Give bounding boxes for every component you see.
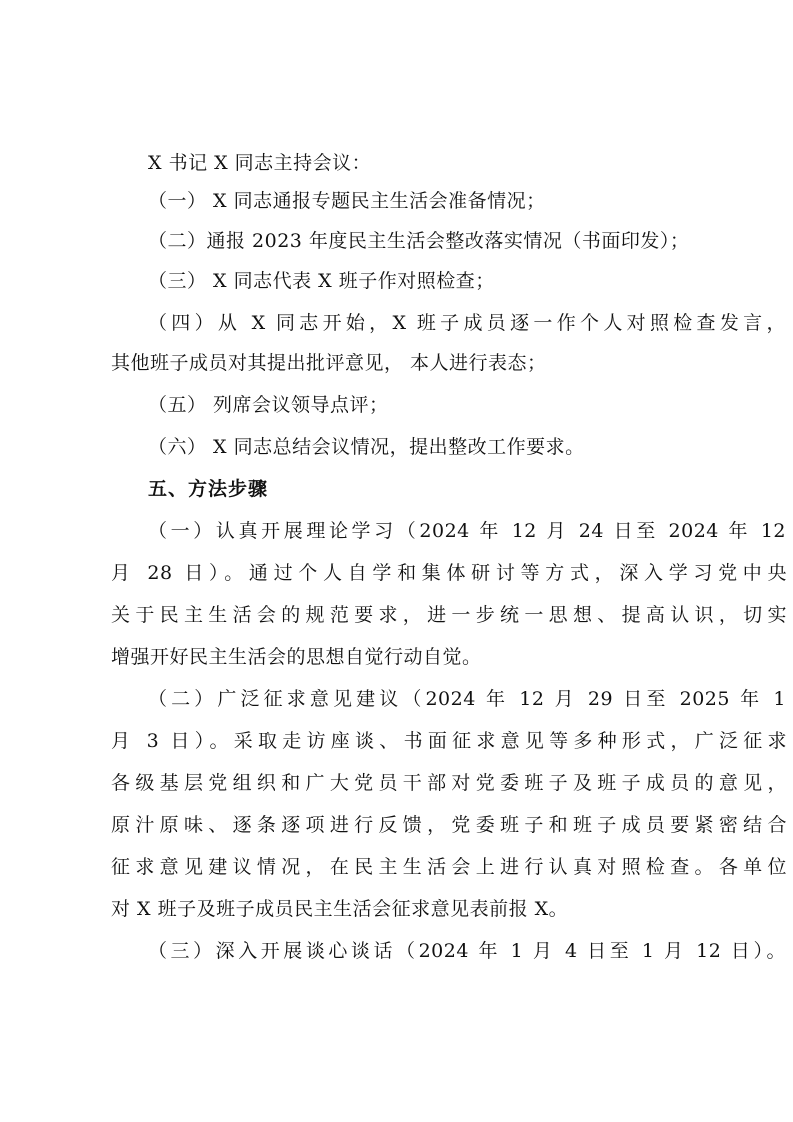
agenda-item-2: （二）通报 2023 年度民主生活会整改落实情况（书面印发）； bbox=[148, 230, 690, 252]
step-2-line-2: 月 3 日）。采取走访座谈、书面征求意见等多种形式，广泛征求 bbox=[111, 730, 787, 752]
agenda-item-5: （五） 列席会议领导点评； bbox=[148, 394, 389, 416]
step-1-line-4: 增强开好民主生活会的思想自觉行动自觉。 bbox=[111, 646, 482, 668]
agenda-item-4-cont: 其他班子成员对其提出批评意见， 本人进行表态； bbox=[111, 352, 547, 374]
step-3-line-1: （三）深入开展谈心谈话（2024 年 1 月 4 日至 1 月 12 日）。 bbox=[148, 940, 786, 962]
agenda-item-3: （三） X 同志代表 X 班子作对照检查； bbox=[148, 270, 495, 292]
step-2-line-5: 征求意见建议情况，在民主生活会上进行认真对照检查。各单位 bbox=[111, 856, 787, 878]
step-2-line-1: （二）广泛征求意见建议（2024 年 12 月 29 日至 2025 年 1 bbox=[148, 688, 786, 710]
agenda-item-1: （一） X 同志通报专题民主生活会准备情况； bbox=[148, 190, 546, 212]
agenda-item-6: （六） X 同志总结会议情况，提出整改工作要求。 bbox=[148, 436, 585, 458]
step-2-line-4: 原汁原味、逐条逐项进行反馈，党委班子和班子成员要紧密结合 bbox=[111, 814, 787, 836]
paragraph-line-1: X 书记 X 同志主持会议： bbox=[148, 152, 372, 174]
agenda-item-4: （四）从 X 同志开始，X 班子成员逐一作个人对照检查发言， bbox=[148, 312, 786, 334]
step-2-line-6: 对 X 班子及班子成员民主生活会征求意见表前报 X。 bbox=[111, 898, 569, 920]
step-1-line-2: 月 28 日）。通过个人自学和集体研讨等方式，深入学习党中央 bbox=[111, 562, 787, 584]
step-2-line-3: 各级基层党组织和广大党员干部对党委班子及班子成员的意见， bbox=[111, 772, 787, 794]
section-heading: 五、方法步骤 bbox=[148, 478, 269, 500]
step-1-line-1: （一）认真开展理论学习（2024 年 12 月 24 日至 2024 年 12 bbox=[148, 520, 786, 542]
step-1-line-3: 关于民主生活会的规范要求，进一步统一思想、提高认识，切实 bbox=[111, 604, 787, 626]
